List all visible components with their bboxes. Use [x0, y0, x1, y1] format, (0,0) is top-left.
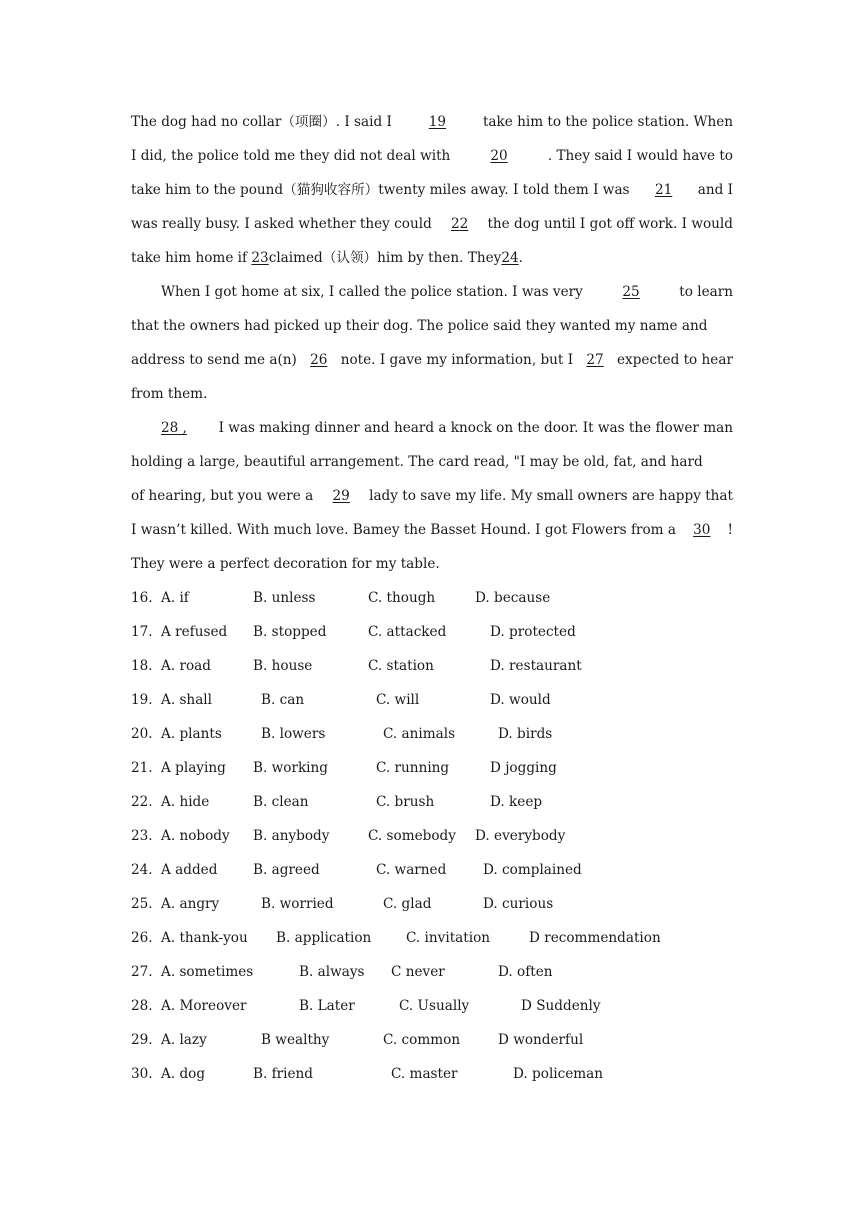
option-d: D wonderful [498, 1032, 584, 1048]
option-row [131, 890, 733, 924]
question-number: 17. [131, 624, 153, 640]
passage-line: was really busy. I asked whether they could 22 the dog until I got off work. I would [131, 210, 733, 244]
blank-30: 30 [693, 522, 711, 538]
option-a: A. sometimes [161, 964, 254, 980]
option-row [131, 788, 733, 822]
option-b: B. unless [253, 590, 316, 606]
option-c: C. master [391, 1066, 458, 1082]
option-c: C. Usually [399, 998, 470, 1014]
option-b: B. can [261, 692, 305, 708]
option-b: B. working [253, 760, 328, 776]
option-row [131, 584, 733, 618]
option-a: A. lazy [161, 1032, 207, 1048]
option-a: A. shall [161, 692, 212, 708]
blank-21: 21 [654, 182, 673, 198]
option-b: B. Later [299, 998, 355, 1014]
option-b: B. anybody [253, 828, 330, 844]
blank-22: 22 [450, 216, 469, 232]
option-c: C. glad [383, 896, 432, 912]
paragraph-1 [131, 108, 733, 278]
passage-line: of hearing, but you were a 29 lady to save my life. My small owners are happy that [131, 482, 733, 516]
option-row [131, 720, 733, 754]
option-row [131, 652, 733, 686]
question-number: 24. [131, 862, 153, 878]
option-d: D. everybody [475, 828, 566, 844]
passage-line: They were a perfect decoration for my table. [131, 556, 440, 572]
option-d: D Suddenly [521, 998, 601, 1014]
exam-page [131, 108, 733, 1094]
answer-options [131, 584, 733, 1094]
blank-26: 26 [310, 352, 328, 368]
option-row [131, 686, 733, 720]
option-d: D. curious [483, 896, 554, 912]
option-b: B. always [299, 964, 365, 980]
option-d: D. birds [498, 726, 553, 742]
blank-29: 29 [332, 488, 350, 504]
option-b: B. worried [261, 896, 334, 912]
passage-line: 28 , I was making dinner and heard a knock on the door. It was the flower man [131, 414, 733, 448]
option-a: A. hide [161, 794, 210, 810]
option-d: D. restaurant [490, 658, 582, 674]
option-b: B. agreed [253, 862, 320, 878]
question-number: 27. [131, 964, 153, 980]
option-row [131, 856, 733, 890]
option-c: C. warned [376, 862, 447, 878]
option-row [131, 618, 733, 652]
blank-24: 24 [501, 250, 519, 266]
option-d: D. complained [483, 862, 582, 878]
passage-line: from them. [131, 386, 208, 402]
option-c: C. station [368, 658, 434, 674]
option-a: A. angry [161, 896, 220, 912]
question-number: 19. [131, 692, 153, 708]
option-c: C. attacked [368, 624, 447, 640]
option-a: A refused [161, 624, 228, 640]
option-d: D jogging [490, 760, 557, 776]
option-b: B. house [253, 658, 313, 674]
passage-line: I wasn’t killed. With much love. Bamey the Basset Hound. I got Flowers from a 30 ! [131, 516, 733, 550]
option-a: A added [161, 862, 218, 878]
option-d: D recommendation [529, 930, 661, 946]
blank-27: 27 [586, 352, 604, 368]
question-number: 21. [131, 760, 153, 776]
option-row [131, 754, 733, 788]
blank-23: 23 [251, 250, 269, 266]
option-d: D. would [490, 692, 551, 708]
option-c: C. running [376, 760, 450, 776]
option-b: B. lowers [261, 726, 326, 742]
question-number: 28. [131, 998, 153, 1014]
option-row [131, 1060, 733, 1094]
option-d: D. protected [490, 624, 576, 640]
option-row [131, 992, 733, 1026]
option-row [131, 924, 733, 958]
passage-line: I did, the police told me they did not deal with 20 . They said I would have to [131, 142, 733, 176]
option-d: D. keep [490, 794, 543, 810]
option-d: D. because [475, 590, 551, 606]
option-a: A. thank-you [161, 930, 248, 946]
option-d: D. policeman [513, 1066, 604, 1082]
option-a: A. Moreover [161, 998, 247, 1014]
blank-25: 25 [622, 284, 640, 300]
question-number: 30. [131, 1066, 153, 1082]
passage-line: take him to the pound（猫狗收容所）twenty miles away. I told them I was 21 and I [131, 176, 733, 210]
blank-28: 28 , [161, 420, 187, 436]
question-number: 16. [131, 590, 153, 606]
question-number: 26. [131, 930, 153, 946]
option-c: C. somebody [368, 828, 456, 844]
option-c: C. brush [376, 794, 435, 810]
option-c: C. will [376, 692, 420, 708]
question-number: 20. [131, 726, 153, 742]
option-a: A playing [161, 760, 226, 776]
option-a: A. if [161, 590, 189, 606]
option-row [131, 958, 733, 992]
option-b: B. clean [253, 794, 309, 810]
paragraph-2 [131, 278, 733, 414]
option-b: B. stopped [253, 624, 327, 640]
option-b: B. application [276, 930, 372, 946]
blank-20: 20 [490, 148, 508, 164]
option-c: C. animals [383, 726, 456, 742]
option-c: C. common [383, 1032, 461, 1048]
option-d: D. often [498, 964, 553, 980]
passage-line: address to send me a(n) 26 note. I gave my information, but I 27 expected to hear [131, 346, 733, 380]
option-a: A. nobody [161, 828, 230, 844]
question-number: 22. [131, 794, 153, 810]
option-c: C. though [368, 590, 436, 606]
option-c: C. invitation [406, 930, 491, 946]
question-number: 29. [131, 1032, 153, 1048]
question-number: 25. [131, 896, 153, 912]
option-row [131, 1026, 733, 1060]
option-a: A. road [161, 658, 211, 674]
option-row [131, 822, 733, 856]
passage-line: that the owners had picked up their dog. The police said they wanted my name and [131, 318, 708, 334]
passage-line: take him home if 23 claimed（认领）him by then. They 24 . [131, 244, 733, 278]
question-number: 18. [131, 658, 153, 674]
option-a: A. plants [161, 726, 222, 742]
question-number: 23. [131, 828, 153, 844]
passage-line: holding a large, beautiful arrangement. The card read, "I may be old, fat, and hard [131, 454, 703, 470]
option-b: B wealthy [261, 1032, 330, 1048]
passage-line: The dog had no collar（项圈）. I said I 19 take him to the police station. When [131, 108, 733, 142]
paragraph-3 [131, 414, 733, 584]
blank-19: 19 [428, 114, 447, 130]
option-a: A. dog [161, 1066, 206, 1082]
option-b: B. friend [253, 1066, 314, 1082]
passage-line: When I got home at six, I called the police station. I was very 25 to learn [131, 278, 733, 312]
option-c: C never [391, 964, 445, 980]
